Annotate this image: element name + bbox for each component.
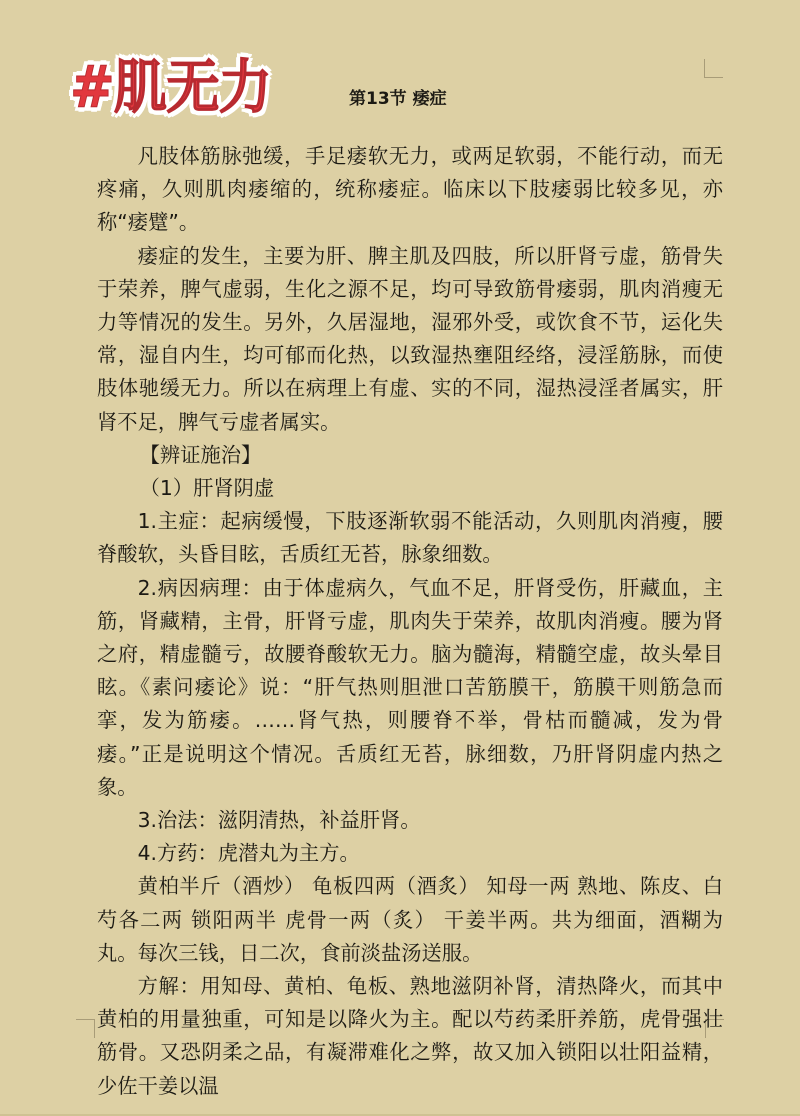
- paragraph-main-symptoms: 1.主症：起病缓慢，下肢逐渐软弱不能活动，久则肌肉消瘦，腰脊酸软，头昏目眩，舌质红无苔，脉象细数。: [97, 509, 723, 567]
- paragraph-etiology: 痿症的发生，主要为肝、脾主肌及四肢，所以肝肾亏虚，筋骨失于荣养，脾气虚弱，生化之源不足，均可导致筋骨痿弱，肌肉消瘦无力等情况的发生。另外，久居湿地，湿邪外受，或饮食不节，运化失常，湿自内生，均可郁而化热，以致湿热壅阻经络，浸淫筋脉，而使肢体驰缓无力。所以在病理上有虚、实的不同，湿热浸淫者属实，肝肾不足，脾气亏虚者属实。: [97, 243, 723, 434]
- paragraph-formula-explanation: 方解：用知母、黄柏、龟板、熟地滋阴补肾，清热降火，而其中黄柏的用量独重，可知是以降火为主。配以芍药柔肝养筋，虎骨强壮筋骨。又恐阴柔之品，有凝滞难化之弊，故又加入锁阳以壮阳益精，少佐干姜以温: [97, 974, 723, 1098]
- paragraph-pathology: 2.病因病理：由于体虚病久，气血不足，肝肾受伤，肝藏血，主筋，肾藏精，主骨，肝肾亏虚，肌肉失于荣养，故肌肉消瘦。腰为肾之府，精虚髓亏，故腰脊酸软无力。脑为髓海，精髓空虚，故头晕目眩。《素问痿论》说：“肝气热则胆泄口苦筋膜干，筋膜干则筋急而挛，发为筋痿。……肾气热，则腰脊不举，骨枯而髓减，发为骨痿。”正是说明这个情况。舌质红无苔，脉细数，乃肝肾阴虚内热之象。: [97, 575, 723, 799]
- section-heading: 第13节 痿症: [349, 89, 447, 109]
- crop-mark-bottom-left-icon: [76, 1019, 95, 1038]
- paragraph-definition: 凡肢体筋脉弛缓，手足痿软无力，或两足软弱，不能行动，而无疼痛，久则肌肉痿缩的，统称痿症。临床以下肢痿弱比较多见，亦称“痿躄”。: [97, 144, 723, 235]
- paragraph-ingredients: 黄柏半斤（酒炒） 龟板四两（酒炙） 知母一两 熟地、陈皮、白芍各二两 锁阳两半 虎骨一两（炙） 干姜半两。共为细面，酒糊为丸。每次三钱，日二次，食前淡盐汤送服。: [97, 874, 723, 965]
- body-text: [97, 140, 723, 1103]
- hashtag-title: #肌无力: [70, 53, 272, 121]
- paragraph-treatment: 3.治法：滋阴清热，补益肝肾。: [137, 808, 421, 833]
- heading-liver-kidney-yin-deficiency: （1）肝肾阴虚: [139, 476, 275, 501]
- paragraph-prescription: 4.方药：虎潜丸为主方。: [137, 841, 360, 866]
- heading-differentiation: 【辨证施治】: [139, 442, 262, 467]
- crop-mark-top-right-icon: [704, 59, 723, 78]
